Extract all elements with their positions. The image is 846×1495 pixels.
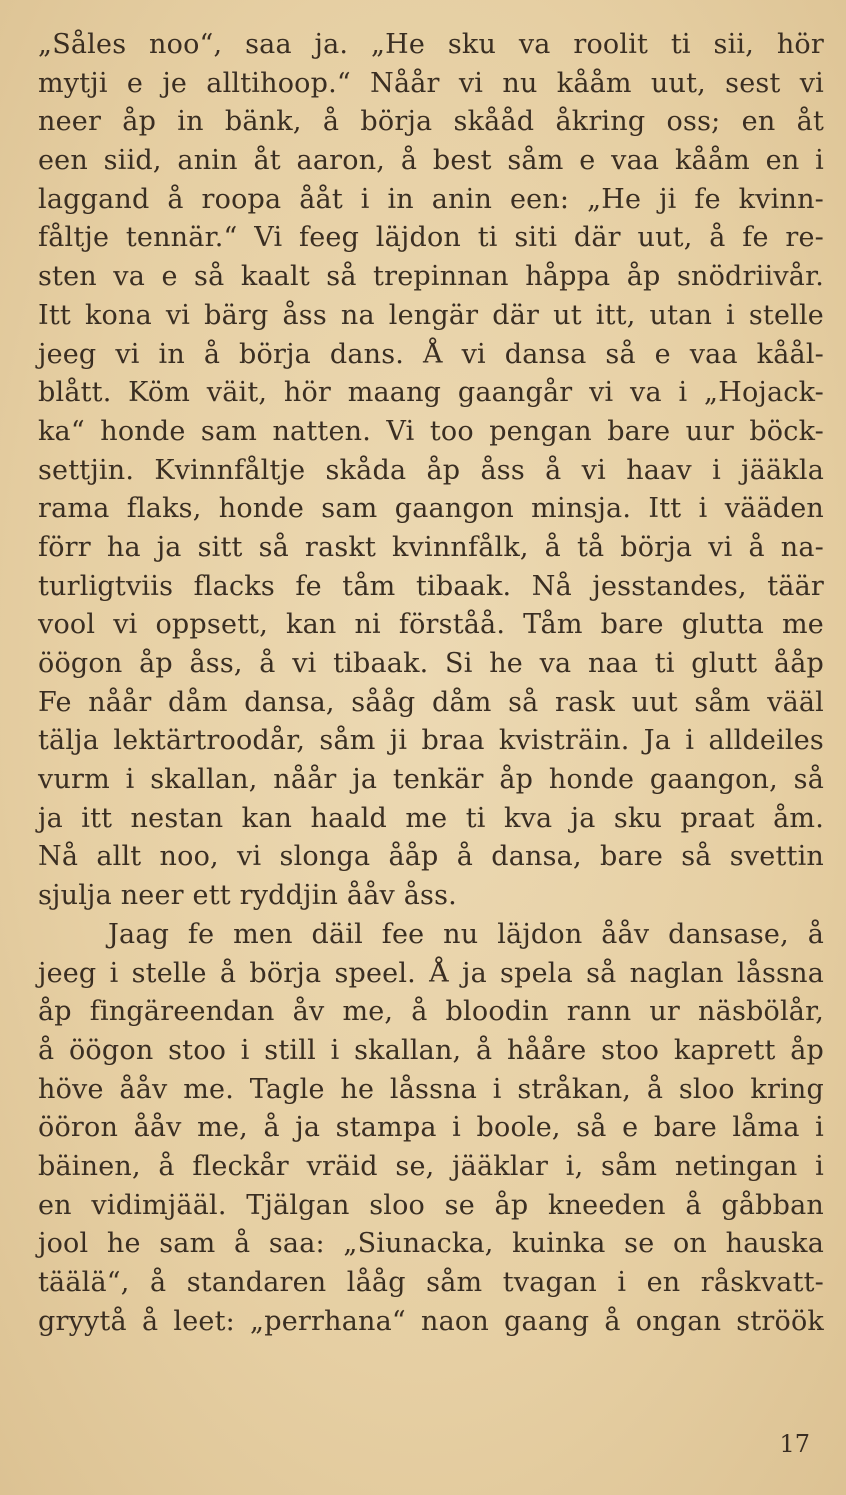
text-line: jool he sam å saa: „Siunacka, kuinka se on hauska (38, 1228, 824, 1260)
text-line: jeeg vi in å börja dans. Å vi dansa så e vaa kåål- (38, 338, 824, 370)
text-line: Jaag fe men däil fee nu läjdon ååv dansase, å (108, 918, 824, 950)
text-line: neer åp in bänk, å börja skååd åkring oss; en åt (38, 106, 824, 138)
text-line: sten va e så kaalt så trepinnan håppa åp snödriivår. (38, 261, 824, 293)
text-line: settjin. Kvinnfåltje skåda åp åss å vi haav i jääkla (38, 454, 824, 486)
text-line: vool vi oppsett, kan ni förståå. Tåm bare glutta me (38, 609, 824, 641)
text-line: sjulja neer ett ryddjin ååv åss. (38, 880, 457, 912)
text-line: laggand å roopa ååt i in anin een: „He ji fe kvinn- (38, 183, 824, 215)
text-line: Nå allt noo, vi slonga ååp å dansa, bare så svettin (38, 841, 824, 873)
text-line: åp fingäreendan åv me, å bloodin rann ur näsbölår, (38, 996, 824, 1028)
text-line: vurm i skallan, nåår ja tenkär åp honde gaangon, så (38, 764, 824, 796)
text-line: höve ååv me. Tagle he låssna i stråkan, å sloo kring (38, 1073, 824, 1105)
text-line: bäinen, å fleckår vräid se, jääklar i, såm netingan i (38, 1150, 824, 1182)
text-line: „Såles noo“, saa ja. „He sku va roolit ti sii, hör (38, 29, 824, 60)
text-line: ja itt nestan kan haald me ti kva ja sku praat åm. (38, 802, 824, 834)
text-line: Fe nåår dåm dansa, sååg dåm så rask uut såm vääl (38, 686, 824, 718)
text-line: fåltje tennär.“ Vi feeg läjdon ti siti där uut, å fe re- (38, 222, 824, 254)
text-line: turligtviis flacks fe tåm tibaak. Nå jesstandes, täär (38, 570, 824, 602)
text-line: ööron ååv me, å ja stampa i boole, så e bare låma i (38, 1112, 824, 1144)
text-line: ka“ honde sam natten. Vi too pengan bare uur böck- (38, 415, 824, 447)
body-text (38, 26, 824, 1341)
text-line: förr ha ja sitt så raskt kvinnfålk, å tå börja vi å na- (38, 531, 824, 563)
text-line: öögon åp åss, å vi tibaak. Si he va naa ti glutt ååp (38, 648, 824, 679)
text-line: gryytå å leet: „perrhana“ naon gaang å ongan ströök (38, 1305, 824, 1337)
text-line: jeeg i stelle å börja speel. Å ja spela så naglan låssna (38, 957, 824, 989)
text-line: mytji e je alltihoop.“ Nåår vi nu kååm uut, sest vi (38, 67, 824, 99)
page-number: 17 (779, 1430, 810, 1458)
text-line: tälja lektärtroodår, såm ji braa kvisträin. Ja i alldeiles (38, 725, 824, 757)
text-line: Itt kona vi bärg åss na lengär där ut itt, utan i stelle (38, 299, 824, 331)
text-line: blått. Köm väit, hör maang gaangår vi va i „Hojack- (38, 377, 824, 409)
text-line: een siid, anin åt aaron, å best såm e vaa kååm en i (38, 145, 824, 177)
text-line: en vidimjääl. Tjälgan sloo se åp kneeden å gåbban (38, 1189, 824, 1221)
text-line: å öögon stoo i still i skallan, å hååre stoo kaprett åp (38, 1034, 824, 1066)
text-line: rama flaks, honde sam gaangon minsja. Itt i vääden (38, 493, 824, 525)
text-line: täälä“, å standaren lååg såm tvagan i en råskvatt- (38, 1267, 824, 1298)
